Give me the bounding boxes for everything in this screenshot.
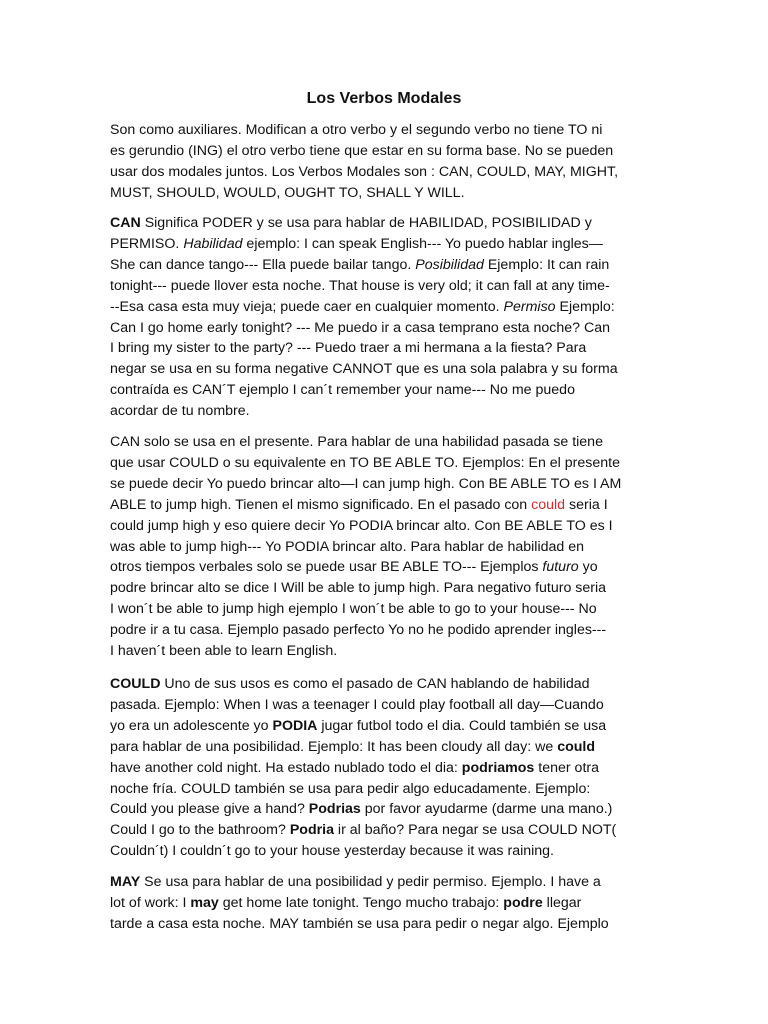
podriamos-bold: podriamos [461, 759, 535, 776]
text-line: noche fría. COULD también se usa para pedir algo educadamente. Ejemplo: [110, 780, 591, 797]
could-paragraph [110, 674, 662, 862]
text-run: get home late tonight. Tengo mucho trabajo: [218, 894, 504, 911]
can-term: CAN [110, 215, 141, 231]
intro-paragraph [110, 120, 662, 204]
text-line [110, 737, 662, 758]
text-run: Significa PODER y se usa para hablar de HABILIDAD, POSIBILIDAD y [140, 215, 592, 231]
text-run: Uno de sus usos es como el pasado de CAN hablando de habilidad [160, 676, 590, 692]
text-run: Ejemplo: [555, 298, 615, 315]
podria-bold: Podria [289, 822, 334, 839]
text-run: She can dance tango--- Ella puede bailar tango. [110, 256, 416, 273]
text-run: have another cold night. Ha estado nublado todo el dia: [110, 759, 462, 776]
text-line: pasada. Ejemplo: When I was a teenager I could play football all day—Cuando [110, 696, 604, 713]
text-line [110, 255, 662, 276]
text-run: para hablar de una posibilidad. Ejemplo: It has been cloudy all day: we [110, 738, 558, 755]
text-line: CAN solo se usa en el presente. Para hablar de una habilidad pasada se tiene [110, 434, 603, 450]
page-title: Los Verbos Modales [306, 90, 462, 107]
text-line: I haven´t been able to learn English. [110, 643, 338, 660]
may-paragraph [110, 872, 662, 935]
text-run: ejemplo: I can speak English--- Yo puedo hablar ingles— [242, 235, 603, 252]
text-run: jugar futbol todo el dia. Could también se usa [317, 717, 607, 734]
text-line: podre ir a tu casa. Ejemplo pasado perfecto Yo no he podido aprender ingles--- [110, 622, 607, 639]
text-line [110, 213, 662, 234]
podrias-bold: Podrias [308, 801, 361, 818]
text-line: se puede decir Yo puedo brincar alto—I can jump high. Con BE ABLE TO es I AM [110, 475, 622, 492]
could-bold: could [557, 738, 596, 755]
text-line [110, 297, 662, 318]
habilidad-label: Habilidad [183, 235, 243, 252]
may-bold: may [190, 894, 219, 911]
text-run: --Esa casa esta muy vieja; puede caer en cualquier momento. [110, 298, 504, 315]
text-run: Se usa para hablar de una posibilidad y pedir permiso. Ejemplo. I have a [140, 874, 601, 890]
text-line: contraída es CAN´T ejemplo I can´t remember your name--- No me puedo [110, 382, 575, 399]
text-run: tener otra [534, 759, 599, 776]
may-term: MAY [110, 874, 141, 890]
text-run: Could I go to the bathroom? [110, 822, 290, 839]
podre-bold: podre [503, 894, 543, 911]
text-line: Couldn´t) I couldn´t go to your house yesterday because it was raining. [110, 843, 554, 860]
text-line [110, 758, 662, 779]
text-run: por favor ayudarme (darme una mano.) [360, 801, 613, 818]
text-line [110, 674, 662, 695]
text-line: que usar COULD o su equivalente en TO BE ABLE TO. Ejemplos: En el presente [110, 454, 620, 471]
text-run: lot of work: I [110, 894, 191, 911]
text-line [110, 799, 662, 820]
text-line: MUST, SHOULD, WOULD, OUGHT TO, SHALL Y WILL. [110, 184, 465, 201]
text-run: ABLE to jump high. Tienen el mismo significado. En el pasado con [110, 496, 532, 513]
text-line [110, 495, 662, 516]
text-line: podre brincar alto se dice I Will be able to jump high. Para negativo futuro seria [110, 580, 607, 597]
text-line: acordar de tu nombre. [110, 403, 250, 420]
permiso-label: Permiso [503, 298, 556, 315]
text-line: es gerundio (ING) el otro verbo tiene que estar en su forma base. No se pueden [110, 142, 614, 159]
can-paragraph [110, 213, 662, 422]
text-line: negar se usa en su forma negative CANNOT que es una sola palabra y su forma [110, 361, 618, 378]
text-line [110, 893, 662, 914]
podia-bold: PODIA [272, 717, 318, 734]
text-run: ir al baño? Para negar se usa COULD NOT( [333, 822, 617, 839]
text-run: Could you please give a hand? [110, 801, 309, 818]
text-run: seria I [565, 496, 608, 513]
text-run: yo era un adolescente yo [110, 717, 273, 734]
text-line: tarde a casa esta noche. MAY también se usa para pedir o negar algo. Ejemplo [110, 915, 609, 932]
text-line [110, 716, 662, 737]
text-run: llegar [542, 894, 582, 911]
text-line [110, 872, 662, 893]
text-line: could jump high y eso quiere decir Yo PODIA brincar alto. Con BE ABLE TO es I [110, 517, 613, 534]
text-line [110, 820, 662, 841]
posibilidad-label: Posibilidad [415, 256, 484, 273]
text-run: yo [578, 559, 598, 576]
text-line [110, 234, 662, 255]
text-run: Ejemplo: It can rain [483, 256, 610, 273]
text-line: I bring my sister to the party? --- Puedo traer a mi hermana a la fiesta? Para [110, 340, 587, 357]
text-line: Can I go home early tonight? --- Me puedo ir a casa temprano esta noche? Can [110, 319, 610, 336]
text-line: I won´t be able to jump high ejemplo I won´t be able to go to your house--- No [110, 601, 597, 618]
text-run: PERMISO. [110, 235, 184, 252]
past-paragraph [110, 432, 662, 662]
text-line: usar dos modales juntos. Los Verbos Modales son : CAN, COULD, MAY, MIGHT, [110, 163, 619, 180]
text-line [110, 557, 662, 578]
text-run: otros tiempos verbales solo se puede usar BE ABLE TO--- Ejemplos [110, 559, 543, 576]
text-line: tonight--- puede llover esta noche. That house is very old; it can fall at any time- [110, 277, 610, 294]
futuro-label: futuro [542, 559, 579, 576]
text-line: was able to jump high--- Yo PODIA brincar alto. Para hablar de habilidad en [110, 538, 584, 555]
could-term: COULD [110, 676, 161, 692]
could-highlight: could [531, 496, 566, 513]
text-line: Son como auxiliares. Modifican a otro verbo y el segundo verbo no tiene TO ni [110, 122, 603, 138]
